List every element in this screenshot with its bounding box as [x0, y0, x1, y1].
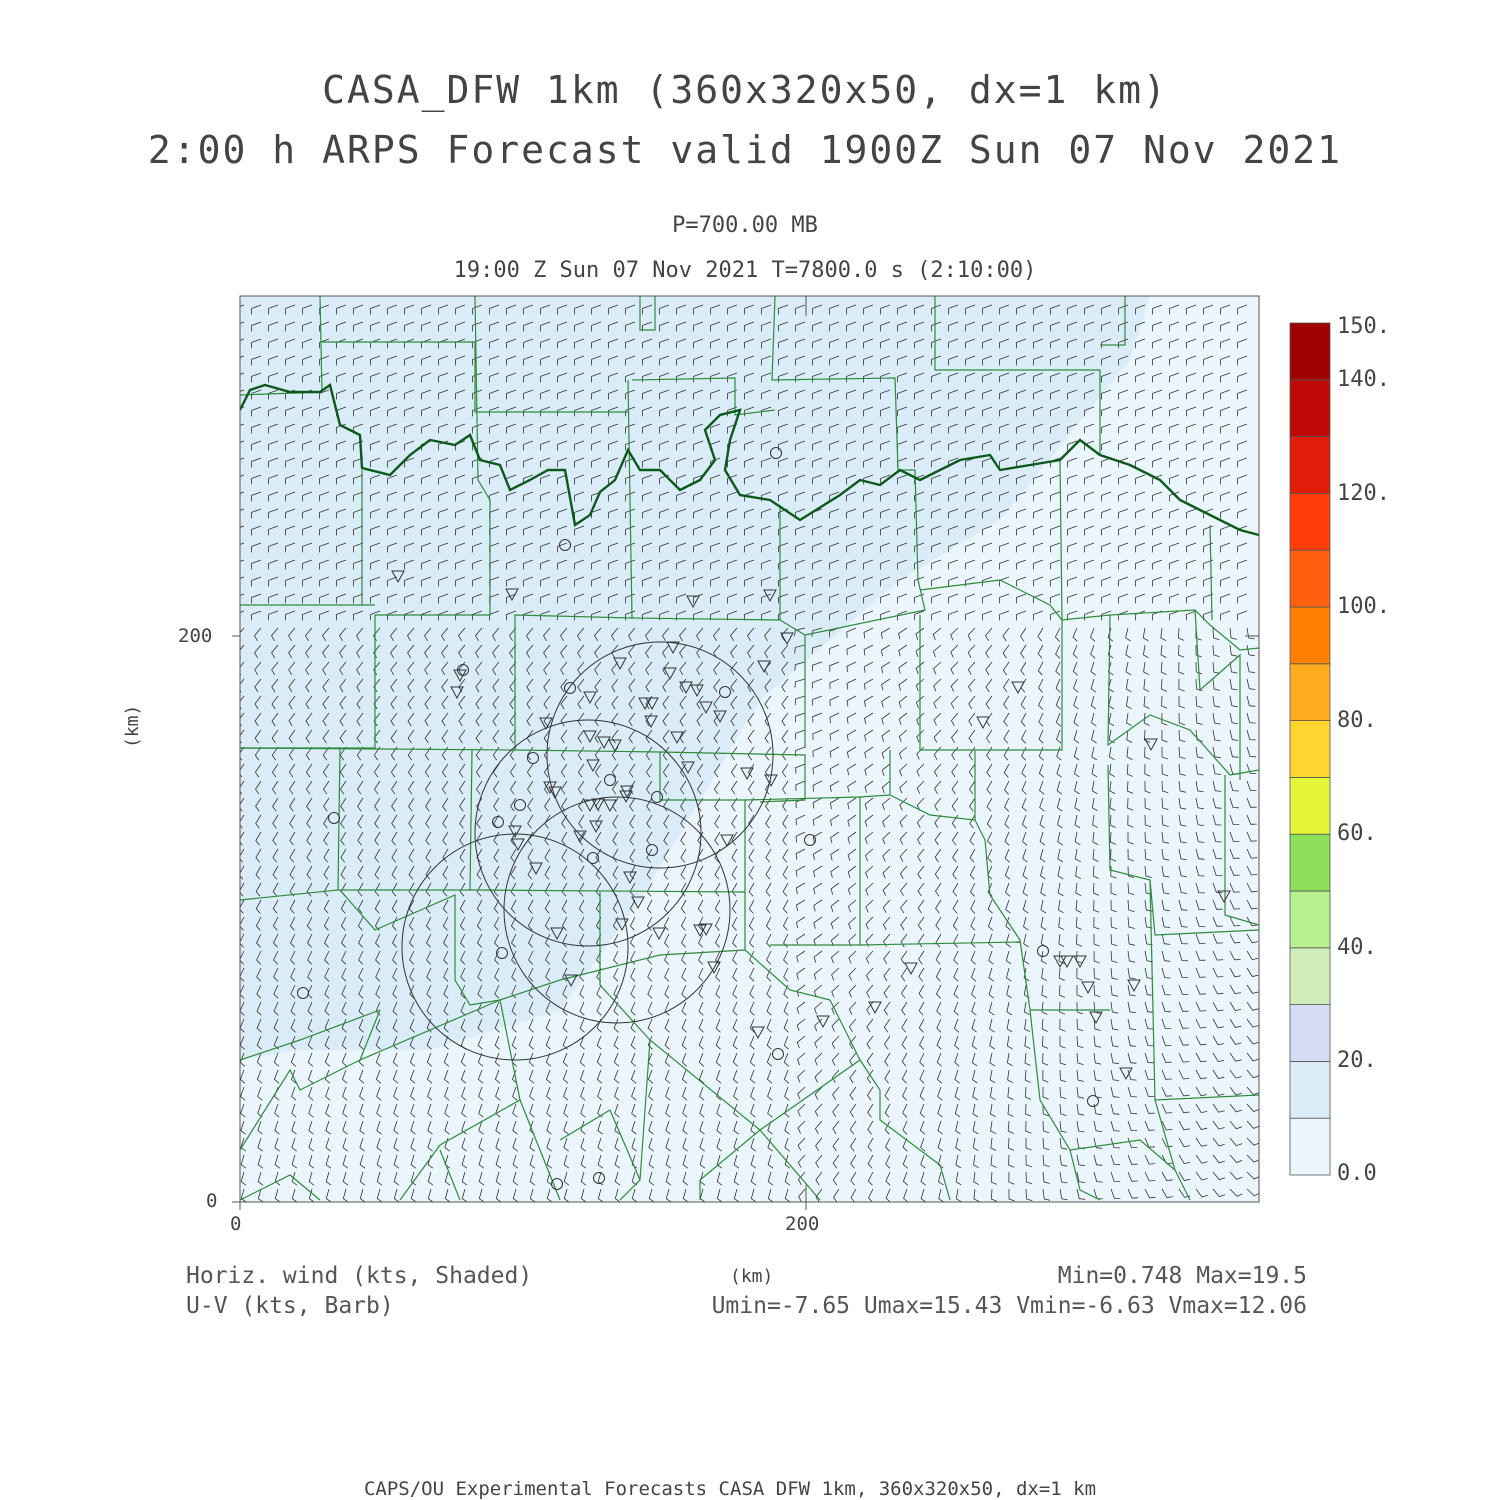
colorbar-segment [1290, 891, 1330, 948]
colorbar-label: 80. [1337, 708, 1377, 733]
valid-time-line: 19:00 Z Sun 07 Nov 2021 T=7800.0 s (2:10:00) [453, 258, 1037, 283]
colorbar-label: 140. [1337, 367, 1390, 392]
colorbar-label: 0.0 [1337, 1161, 1377, 1186]
colorbar-segment [1290, 437, 1330, 494]
colorbar-segment [1290, 664, 1330, 721]
x-tick-200: 200 [785, 1213, 820, 1235]
y-tick-200: 200 [178, 625, 213, 647]
title-line-1: CASA_DFW 1km (360x320x50, dx=1 km) [322, 68, 1168, 112]
shaded-variable-label: Horiz. wind (kts, Shaded) [186, 1263, 533, 1289]
colorbar-label: 100. [1337, 594, 1390, 619]
min-max-stats: Min=0.748 Max=19.5 [1057, 1263, 1307, 1289]
footer-credit: CAPS/OU Experimental Forecasts CASA DFW 1km, 360x320x50, dx=1 km [363, 1478, 1097, 1500]
colorbar-segment [1290, 607, 1330, 664]
pressure-level: P=700.00 MB [672, 213, 818, 238]
colorbar-segment [1290, 1005, 1330, 1062]
colorbar-segment [1290, 323, 1330, 380]
colorbar-segment [1290, 550, 1330, 607]
colorbar-segment [1290, 380, 1330, 437]
colorbar [1290, 323, 1330, 1175]
y-axis-label: (km) [122, 704, 143, 748]
colorbar-label: 40. [1337, 935, 1377, 960]
colorbar-label: 120. [1337, 481, 1390, 506]
colorbar-segment [1290, 1118, 1330, 1175]
x-axis-label: (km) [730, 1266, 774, 1287]
colorbar-segment [1290, 777, 1330, 834]
colorbar-segment [1290, 721, 1330, 778]
colorbar-segment [1290, 948, 1330, 1005]
y-tick-0: 0 [206, 1190, 218, 1212]
colorbar-label: 150. [1337, 314, 1390, 339]
colorbar-segment [1290, 493, 1330, 550]
colorbar-label: 20. [1337, 1048, 1377, 1073]
colorbar-segment [1290, 834, 1330, 891]
x-tick-0: 0 [230, 1213, 242, 1235]
colorbar-label: 60. [1337, 821, 1377, 846]
colorbar-segment [1290, 1061, 1330, 1118]
title-line-2: 2:00 h ARPS Forecast valid 1900Z Sun 07 Nov 2021 [147, 128, 1343, 172]
uv-stats: Umin=-7.65 Umax=15.43 Vmin=-6.63 Vmax=12.06 [711, 1293, 1307, 1319]
barb-variable-label: U-V (kts, Barb) [186, 1293, 394, 1319]
